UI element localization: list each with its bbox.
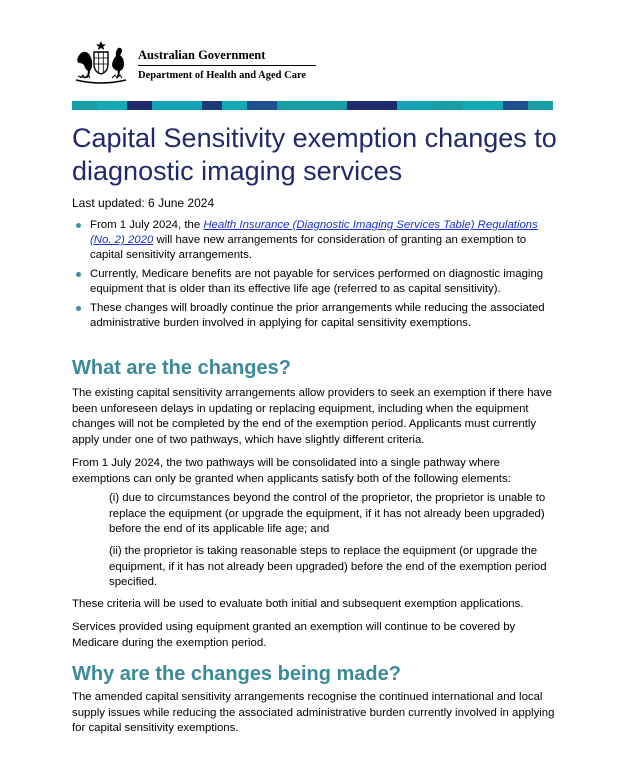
stripe-segment	[277, 101, 347, 110]
stripe-segment	[528, 101, 553, 110]
last-updated: Last updated: 6 June 2024	[72, 196, 215, 210]
bullet-text: From 1 July 2024, the	[90, 219, 204, 231]
section-heading-why: Why are the changes being made?	[72, 663, 401, 685]
list-item	[72, 218, 554, 263]
decorative-color-stripe	[72, 101, 553, 110]
stripe-segment	[127, 101, 152, 110]
paragraph: Services provided using equipment granted an exemption will continue to be covered by Medicare during the exemption period.	[72, 621, 516, 649]
paragraph: The existing capital sensitivity arrangements allow providers to seek an exemption if there have been unforeseen delays in updating or replacing equipment, including when the equipment changes will not be completed by the end of the exemption period. Applicants must currently apply under one of two pathways, which have slightly different criteria.	[72, 387, 552, 446]
stripe-segment	[503, 101, 528, 110]
coat-of-arms-icon	[72, 40, 130, 84]
government-name: Australian Government	[138, 48, 266, 62]
stripe-segment	[202, 101, 222, 110]
summary-bullet-list	[72, 218, 554, 335]
stripe-segment	[247, 101, 277, 110]
criterion-i: (i) due to circumstances beyond the control of the proprietor, the proprietor is unable to replace the equipment (or upgrade the equipment, if it has not already been upgraded) before the end of its applicable life age; and	[109, 492, 546, 535]
stripe-segment	[347, 101, 397, 110]
stripe-segment	[152, 101, 202, 110]
regulations-link[interactable]: Health Insurance (Diagnostic Imaging Services Table) Regulations (No. 2) 2020	[90, 219, 538, 246]
paragraph: From 1 July 2024, the two pathways will be consolidated into a single pathway where exemptions can only be granted when applicants satisfy both of the following elements:	[72, 457, 511, 485]
section-heading-changes: What are the changes?	[72, 357, 291, 379]
bullet-text: will have new arrangements for consideration of granting an exemption to capital sensitivity arrangements.	[90, 234, 527, 261]
stripe-segment	[463, 101, 503, 110]
government-header	[72, 40, 372, 86]
stripe-segment	[433, 101, 463, 110]
list-item: These changes will broadly continue the prior arrangements while reducing the associated administrative burden involved in applying for capital sensitivity exemptions.	[72, 301, 554, 331]
department-name: Department of Health and Aged Care	[138, 70, 307, 81]
criterion-ii: (ii) the proprietor is taking reasonable steps to replace the equipment (or upgrade the equipment, if it has not already been upgraded) before the end of the exemption period specified.	[109, 545, 547, 588]
list-item: Currently, Medicare benefits are not payable for services performed on diagnostic imaging equipment that is older than its effective life age (referred to as capital sensitivity).	[72, 267, 554, 297]
stripe-segment	[222, 101, 247, 110]
stripe-segment	[97, 101, 127, 110]
paragraph: These criteria will be used to evaluate both initial and subsequent exemption applications.	[72, 598, 524, 610]
paragraph: The amended capital sensitivity arrangements recognise the continued international and local supply issues while reducing the associated administrative burden currently involved in applying for capital sensitivity exemptions.	[72, 691, 555, 734]
stripe-segment	[397, 101, 433, 110]
page-title: Capital Sensitivity exemption changes to diagnostic imaging services	[72, 123, 557, 186]
header-divider	[138, 65, 316, 66]
stripe-segment	[72, 101, 97, 110]
